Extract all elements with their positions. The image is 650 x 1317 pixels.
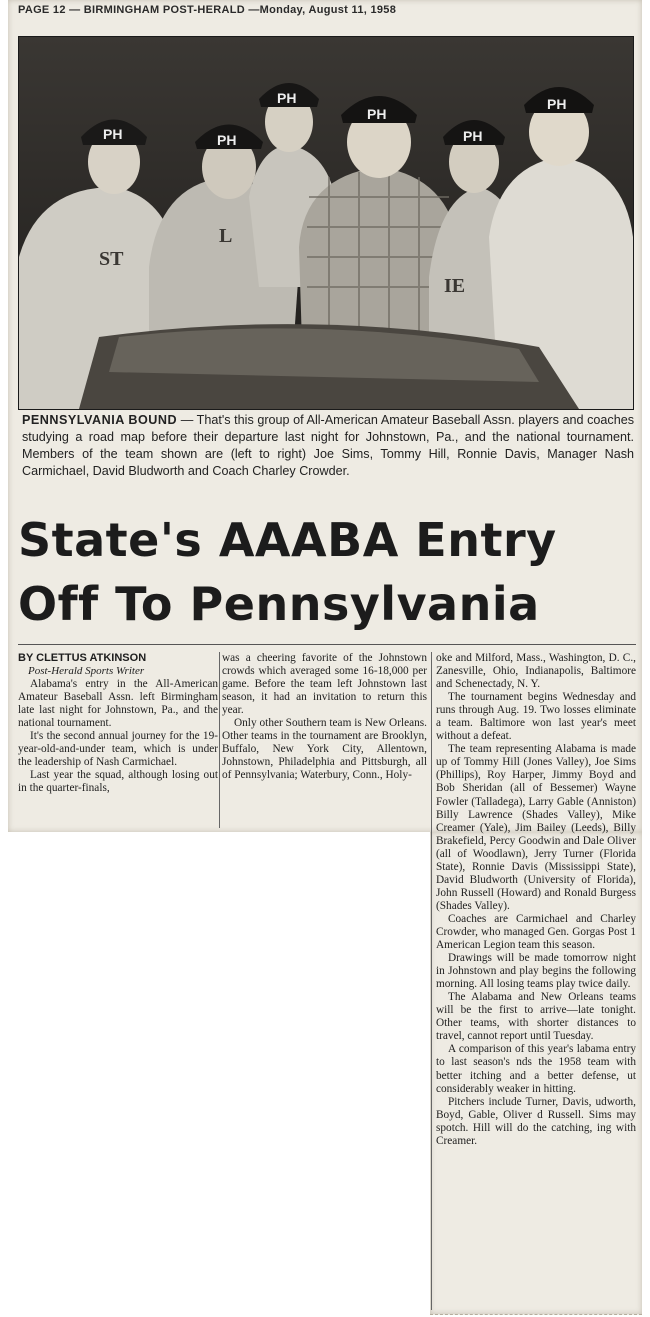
- byline-credit: Post-Herald Sports Writer: [28, 665, 145, 678]
- article-column-2: [222, 652, 427, 782]
- article-paragraph: The team representing Alabama is made up of Tommy Hill (Jones Valley), Joe Sims (Phillips), Roy Harper, Jimmy Boyd and Bob Sheridan (all of Bessemer) Wayne Fowler (Talladega), Larry Gable (Anniston) Billy Lawrence (Shades Valley), Mike Creamer (Yale), Jim Bailey (Leeds), Billy Brakefield, Percy Goodwin and Dale Oliver (all of Woodlawn), Jerry Turner (Florida State), Ronnie Davis (Mississippi State), David Bludworth (University of Florida), John Russell (Howard) and Ronald Burgess (Shades Valley).: [436, 743, 636, 912]
- photo-caption: [22, 412, 634, 480]
- article-paragraph: Drawings will be made tomorrow night in Johnstown and play begins the following morning. All losing teams play twice daily.: [436, 952, 636, 991]
- article-paragraph: Pitchers include Turner, Davis, udworth, Boyd, Gable, Oliver d Russell. Sims may spotch. Hill will do the catching, ing with Creamer.: [436, 1095, 636, 1147]
- column-divider: [219, 652, 220, 828]
- cap-letters: PH: [103, 126, 123, 142]
- article-paragraph: The tournament begins Wednesday and runs through Aug. 19. Two losses eliminate a team. Baltimore won last year's meet without a defeat.: [436, 691, 636, 743]
- article-column-1: [18, 652, 218, 796]
- article-column-3: [436, 652, 636, 1148]
- article-paragraph: Only other Southern team is New Orleans. Other teams in the tournament are Brooklyn, Buffalo, New York City, Allentown, Johnstown, Philadelphia and Pittsburgh, all of Pennsylvania; Waterbury, Conn., Holy-: [222, 717, 427, 782]
- jersey-text: L: [219, 225, 233, 247]
- cap-letters: PH: [277, 90, 297, 106]
- article-paragraph: It's the second annual journey for the 19-year-old-and-under team, which is under the leadership of Nash Carmichael.: [18, 730, 218, 769]
- article-paragraph: oke and Milford, Mass., Washington, D. C., Zanesville, Ohio, Indianapolis, Baltimore and Schenectady, N. Y.: [436, 652, 636, 691]
- cap-letters: PH: [463, 128, 483, 144]
- cap-letters: PH: [367, 106, 387, 122]
- team-photo-illustration: [19, 37, 633, 409]
- jersey-text: IE: [444, 275, 466, 297]
- page-masthead: PAGE 12 — BIRMINGHAM POST-HERALD —Monday, August 11, 1958: [18, 4, 397, 16]
- article-paragraph: Alabama's entry in the All-American Amateur Baseball Assn. left Birmingham late last night for Johnstown, Pa., and the national tournament.: [18, 678, 218, 730]
- article-paragraph: Coaches are Carmichael and Charley Crowder, who managed Gen. Gorgas Post 1 American Legion team this season.: [436, 912, 636, 952]
- article-paragraph: was a cheering favorite of the Johnstown crowds which averaged some 16-18,000 per game. Before the team left Johnstown last season, it had an invitation to return this year.: [222, 652, 427, 717]
- headline: [18, 508, 636, 636]
- article-paragraph: The Alabama and New Orleans teams will be the first to arrive—late tonight. Other teams, with shorter distances to travel, cannot report until Tuesday.: [436, 991, 636, 1043]
- headline-line-1: State's AAABA Entry: [18, 513, 557, 567]
- headline-line-2: Off To Pennsylvania: [18, 577, 540, 631]
- headline-rule: [18, 644, 636, 645]
- byline: BY CLETTUS ATKINSON: [18, 652, 147, 664]
- caption-lead: PENNSYLVANIA BOUND: [22, 413, 178, 427]
- caption-text: — That's this group of All-American Amateur Baseball Assn. players and coaches studying a road map before their departure last night for Johnstown, Pa., and the national tournament. Members of the team shown are (left to right) Joe Sims, Tommy Hill, Ronnie Davis, Manager Nash Carmichael, David Bludworth and Coach Charley Crowder.: [22, 413, 634, 478]
- team-photo: [18, 36, 634, 410]
- jersey-text: ST: [99, 248, 124, 270]
- article-paragraph: A comparison of this year's labama entry to last season's nds the 1958 team with better itching and a better defense, ut considerably weaker in hitting.: [436, 1043, 636, 1095]
- cap-letters: PH: [547, 96, 567, 112]
- column-divider: [431, 652, 432, 1310]
- cap-letters: PH: [217, 132, 237, 148]
- article-paragraph: Last year the squad, although losing out in the quarter-finals,: [18, 769, 218, 795]
